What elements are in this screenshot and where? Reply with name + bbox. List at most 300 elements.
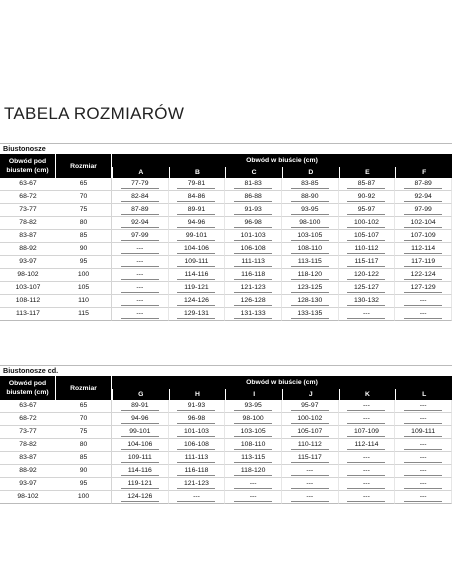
bust-cell (395, 243, 452, 256)
cup-header-a: A (112, 167, 169, 178)
bust-value: --- (121, 283, 159, 293)
bust-cell (339, 230, 396, 243)
bust-cell (225, 243, 282, 256)
cup-header-k: K (339, 389, 396, 400)
table-row (0, 230, 452, 243)
cup-header-d: D (282, 167, 339, 178)
bust-cell (112, 413, 169, 426)
bust-value: 104-106 (177, 244, 215, 254)
bust-value: 98-100 (234, 414, 272, 424)
bust-cell (169, 204, 226, 217)
bust-value: 81-83 (234, 179, 272, 189)
bust-value: --- (177, 492, 215, 502)
bust-value: 116-118 (177, 466, 215, 476)
size-cell: 90 (56, 243, 112, 256)
section-label: Biustonosze cd. (0, 365, 452, 376)
bust-cell (225, 295, 282, 308)
bust-value: 121-123 (234, 283, 272, 293)
header-underbust: Obwód pod biustem (cm) (0, 154, 56, 178)
bust-value: 115-117 (347, 257, 385, 267)
bust-cell (225, 269, 282, 282)
bust-value: 86-88 (234, 192, 272, 202)
bust-value: 121-123 (177, 479, 215, 489)
bust-value: --- (234, 492, 272, 502)
size-cell: 105 (56, 282, 112, 295)
underbust-cell: 78-82 (0, 439, 56, 452)
bust-cell (112, 439, 169, 452)
bust-cell (169, 478, 226, 491)
bust-value: 115-117 (291, 453, 329, 463)
bust-cell (395, 178, 452, 191)
table-row (0, 269, 452, 282)
underbust-cell: 88-92 (0, 243, 56, 256)
cup-header-f: F (395, 167, 452, 178)
bust-value: --- (121, 296, 159, 306)
bust-cell (339, 308, 396, 321)
size-cell: 90 (56, 465, 112, 478)
bust-cell (282, 452, 339, 465)
header-size: Rozmiar (56, 154, 112, 178)
bust-value: 105-107 (291, 427, 329, 437)
underbust-cell: 73-77 (0, 426, 56, 439)
bust-value: --- (121, 270, 159, 280)
bust-cell (282, 426, 339, 439)
bust-value: 82-84 (121, 192, 159, 202)
bust-cell (169, 413, 226, 426)
bust-cell (169, 308, 226, 321)
underbust-cell: 78-82 (0, 217, 56, 230)
bust-cell (169, 400, 226, 413)
bust-cell (169, 465, 226, 478)
bust-cell (339, 439, 396, 452)
bust-value: --- (404, 453, 442, 463)
bust-cell (169, 230, 226, 243)
bust-cell (395, 217, 452, 230)
bust-cell (339, 191, 396, 204)
bust-cell (395, 439, 452, 452)
bust-value: --- (404, 466, 442, 476)
bust-cell (282, 491, 339, 504)
bust-cell (225, 465, 282, 478)
bust-value: 119-121 (121, 479, 159, 489)
bust-value: --- (404, 479, 442, 489)
bust-value: 101-103 (177, 427, 215, 437)
bust-cell (225, 178, 282, 191)
size-cell: 100 (56, 269, 112, 282)
bust-value: --- (347, 466, 385, 476)
table-row (0, 491, 452, 504)
bust-value: 124-126 (177, 296, 215, 306)
bust-value: 94-96 (177, 218, 215, 228)
bust-cell (395, 282, 452, 295)
underbust-cell: 108-112 (0, 295, 56, 308)
bust-value: 126-128 (234, 296, 272, 306)
bust-value: 77-79 (121, 179, 159, 189)
bust-value: 95-97 (347, 205, 385, 215)
cup-header-l: L (395, 389, 452, 400)
bust-cell (339, 178, 396, 191)
underbust-cell: 63-67 (0, 400, 56, 413)
bust-cell (112, 400, 169, 413)
bust-cell (169, 426, 226, 439)
bust-value: 100-102 (347, 218, 385, 228)
bust-value: 114-116 (177, 270, 215, 280)
bust-cell (339, 256, 396, 269)
bust-cell (169, 191, 226, 204)
size-table-section-2 (0, 365, 452, 504)
bust-cell (395, 400, 452, 413)
bust-cell (112, 204, 169, 217)
cup-header-h: H (169, 389, 226, 400)
table-row (0, 308, 452, 321)
bust-cell (112, 269, 169, 282)
bust-value: 116-118 (234, 270, 272, 280)
bust-cell (282, 178, 339, 191)
bust-cell (282, 400, 339, 413)
bust-value: --- (347, 414, 385, 424)
underbust-cell: 73-77 (0, 204, 56, 217)
bust-cell (282, 191, 339, 204)
bust-cell (225, 191, 282, 204)
bust-cell (395, 465, 452, 478)
bust-value: 112-114 (404, 244, 442, 254)
bust-value: 97-99 (121, 231, 159, 241)
bust-value: 88-90 (291, 192, 329, 202)
bust-value: 111-113 (234, 257, 272, 267)
bust-cell (112, 426, 169, 439)
page-title: TABELA ROZMIARÓW (4, 104, 185, 123)
bust-value: 79-81 (177, 179, 215, 189)
bust-value: --- (234, 479, 272, 489)
bust-value: 98-100 (291, 218, 329, 228)
bust-value: --- (291, 492, 329, 502)
bust-cell (225, 204, 282, 217)
bust-cell (339, 282, 396, 295)
bust-cell (339, 217, 396, 230)
bust-cell (282, 478, 339, 491)
bust-cell (112, 217, 169, 230)
table-row (0, 217, 452, 230)
bust-cell (282, 282, 339, 295)
bust-value: 111-113 (177, 453, 215, 463)
bust-cell (112, 295, 169, 308)
bust-value: 118-120 (234, 466, 272, 476)
bust-value: 113-115 (291, 257, 329, 267)
bust-cell (395, 478, 452, 491)
bust-cell (339, 491, 396, 504)
bust-cell (112, 465, 169, 478)
bust-cell (112, 256, 169, 269)
bust-cell (225, 426, 282, 439)
bust-value: 103-105 (234, 427, 272, 437)
bust-value: --- (121, 257, 159, 267)
size-cell: 65 (56, 400, 112, 413)
bust-cell (339, 413, 396, 426)
bust-cell (112, 243, 169, 256)
underbust-cell: 68-72 (0, 413, 56, 426)
size-cell: 75 (56, 204, 112, 217)
bust-value: 97-99 (404, 205, 442, 215)
bust-value: --- (347, 309, 385, 319)
bust-value: 109-111 (177, 257, 215, 267)
table-row (0, 400, 452, 413)
bust-value: --- (121, 309, 159, 319)
bust-cell (225, 491, 282, 504)
bust-value: 108-110 (291, 244, 329, 254)
bust-value: 85-87 (347, 179, 385, 189)
bust-value: 96-98 (177, 414, 215, 424)
bust-value: 94-96 (121, 414, 159, 424)
bust-cell (225, 282, 282, 295)
bust-cell (112, 282, 169, 295)
bust-value: 106-108 (234, 244, 272, 254)
bust-cell (395, 269, 452, 282)
bust-value: 101-103 (234, 231, 272, 241)
bust-value: 103-105 (291, 231, 329, 241)
size-cell: 70 (56, 191, 112, 204)
bust-value: 89-91 (177, 205, 215, 215)
bust-value: --- (404, 401, 442, 411)
header-bust: Obwód w biuście (cm) (112, 376, 452, 389)
bust-value: 92-94 (121, 218, 159, 228)
bust-cell (395, 426, 452, 439)
table-row (0, 295, 452, 308)
bust-cell (169, 491, 226, 504)
underbust-cell: 98-102 (0, 491, 56, 504)
bust-value: 112-114 (347, 440, 385, 450)
underbust-cell: 83-87 (0, 452, 56, 465)
bust-value: --- (404, 414, 442, 424)
bust-cell (112, 491, 169, 504)
bust-cell (395, 491, 452, 504)
size-cell: 95 (56, 478, 112, 491)
bust-cell (225, 308, 282, 321)
bust-cell (282, 256, 339, 269)
bust-value: 114-116 (121, 466, 159, 476)
header-bust: Obwód w biuście (cm) (112, 154, 452, 167)
bust-value: 109-111 (121, 453, 159, 463)
table-row (0, 413, 452, 426)
size-cell: 75 (56, 426, 112, 439)
bust-value: 87-89 (121, 205, 159, 215)
bust-cell (339, 204, 396, 217)
table-row (0, 439, 452, 452)
size-cell: 95 (56, 256, 112, 269)
bust-cell (169, 282, 226, 295)
bust-value: 110-112 (347, 244, 385, 254)
table-row (0, 452, 452, 465)
bust-value: 128-130 (291, 296, 329, 306)
bust-value: --- (347, 401, 385, 411)
table-row (0, 465, 452, 478)
bust-cell (282, 243, 339, 256)
bust-value: 93-95 (291, 205, 329, 215)
section-label: Biustonosze (0, 143, 452, 154)
cup-header-i: I (225, 389, 282, 400)
cup-header-c: C (225, 167, 282, 178)
bust-cell (169, 439, 226, 452)
bust-value: 109-111 (404, 427, 442, 437)
bust-value: 113-115 (234, 453, 272, 463)
bust-cell (282, 465, 339, 478)
bust-cell (339, 478, 396, 491)
bust-cell (225, 217, 282, 230)
bust-value: --- (347, 479, 385, 489)
table-row (0, 191, 452, 204)
bust-cell (169, 269, 226, 282)
size-table-section-1 (0, 143, 452, 321)
size-cell: 80 (56, 217, 112, 230)
bust-value: 125-127 (347, 283, 385, 293)
bust-value: 105-107 (347, 231, 385, 241)
bust-cell (282, 295, 339, 308)
size-cell: 115 (56, 308, 112, 321)
bust-value: 91-93 (234, 205, 272, 215)
underbust-cell: 98-102 (0, 269, 56, 282)
bust-cell (339, 452, 396, 465)
underbust-cell: 88-92 (0, 465, 56, 478)
bust-value: 92-94 (404, 192, 442, 202)
bust-cell (339, 243, 396, 256)
bust-value: 84-86 (177, 192, 215, 202)
bust-value: 117-119 (404, 257, 442, 267)
size-cell: 85 (56, 452, 112, 465)
bust-value: 95-97 (291, 401, 329, 411)
bust-cell (169, 243, 226, 256)
bust-value: 89-91 (121, 401, 159, 411)
bust-cell (282, 439, 339, 452)
bust-value: 131-133 (234, 309, 272, 319)
bust-value: 104-106 (121, 440, 159, 450)
bust-cell (339, 465, 396, 478)
bust-cell (282, 308, 339, 321)
bust-value: 87-89 (404, 179, 442, 189)
underbust-cell: 68-72 (0, 191, 56, 204)
cup-header-g: G (112, 389, 169, 400)
bust-cell (225, 256, 282, 269)
bust-cell (282, 204, 339, 217)
cup-header-j: J (282, 389, 339, 400)
bust-cell (339, 400, 396, 413)
bust-value: --- (404, 440, 442, 450)
table-row (0, 178, 452, 191)
bust-cell (395, 204, 452, 217)
bust-value: 133-135 (291, 309, 329, 319)
underbust-cell: 93-97 (0, 478, 56, 491)
bust-value: 96-98 (234, 218, 272, 228)
size-table (0, 376, 452, 504)
bust-value: --- (404, 309, 442, 319)
bust-cell (169, 178, 226, 191)
underbust-cell: 93-97 (0, 256, 56, 269)
size-cell: 65 (56, 178, 112, 191)
bust-cell (112, 191, 169, 204)
bust-cell (112, 478, 169, 491)
bust-cell (395, 191, 452, 204)
bust-cell (282, 217, 339, 230)
table-row (0, 426, 452, 439)
size-cell: 80 (56, 439, 112, 452)
bust-value: --- (404, 296, 442, 306)
bust-value: 108-110 (234, 440, 272, 450)
size-cell: 70 (56, 413, 112, 426)
bust-value: 91-93 (177, 401, 215, 411)
bust-cell (282, 269, 339, 282)
bust-cell (169, 452, 226, 465)
bust-cell (395, 256, 452, 269)
bust-value: 83-85 (291, 179, 329, 189)
bust-cell (112, 230, 169, 243)
bust-cell (112, 308, 169, 321)
bust-value: 123-125 (291, 283, 329, 293)
size-cell: 110 (56, 295, 112, 308)
bust-cell (395, 230, 452, 243)
bust-cell (282, 413, 339, 426)
bust-value: 122-124 (404, 270, 442, 280)
bust-value: 118-120 (291, 270, 329, 280)
bust-cell (225, 230, 282, 243)
bust-value: --- (291, 466, 329, 476)
underbust-cell: 83-87 (0, 230, 56, 243)
bust-value: 129-131 (177, 309, 215, 319)
bust-cell (395, 295, 452, 308)
bust-value: 102-104 (404, 218, 442, 228)
bust-value: 100-102 (291, 414, 329, 424)
bust-value: 119-121 (177, 283, 215, 293)
bust-value: --- (291, 479, 329, 489)
bust-value: --- (121, 244, 159, 254)
bust-value: 110-112 (291, 440, 329, 450)
table-row (0, 204, 452, 217)
bust-cell (395, 452, 452, 465)
table-row (0, 478, 452, 491)
bust-cell (282, 230, 339, 243)
cup-header-b: B (169, 167, 226, 178)
size-cell: 100 (56, 491, 112, 504)
bust-value: 90-92 (347, 192, 385, 202)
bust-cell (225, 478, 282, 491)
bust-value: 93-95 (234, 401, 272, 411)
bust-value: 107-109 (347, 427, 385, 437)
bust-cell (112, 452, 169, 465)
bust-value: 99-101 (177, 231, 215, 241)
bust-cell (339, 295, 396, 308)
underbust-cell: 103-107 (0, 282, 56, 295)
bust-value: --- (347, 453, 385, 463)
bust-value: 127-129 (404, 283, 442, 293)
bust-cell (169, 217, 226, 230)
table-row (0, 282, 452, 295)
bust-cell (225, 452, 282, 465)
bust-cell (339, 269, 396, 282)
table-row (0, 243, 452, 256)
bust-value: 124-126 (121, 492, 159, 502)
bust-cell (225, 400, 282, 413)
bust-cell (169, 295, 226, 308)
bust-value: 106-108 (177, 440, 215, 450)
header-underbust: Obwód pod biustem (cm) (0, 376, 56, 400)
bust-cell (112, 178, 169, 191)
bust-cell (225, 439, 282, 452)
bust-value: 130-132 (347, 296, 385, 306)
bust-cell (395, 308, 452, 321)
bust-cell (169, 256, 226, 269)
table-row (0, 256, 452, 269)
bust-value: --- (404, 492, 442, 502)
bust-cell (225, 413, 282, 426)
bust-value: 107-109 (404, 231, 442, 241)
bust-value: 99-101 (121, 427, 159, 437)
